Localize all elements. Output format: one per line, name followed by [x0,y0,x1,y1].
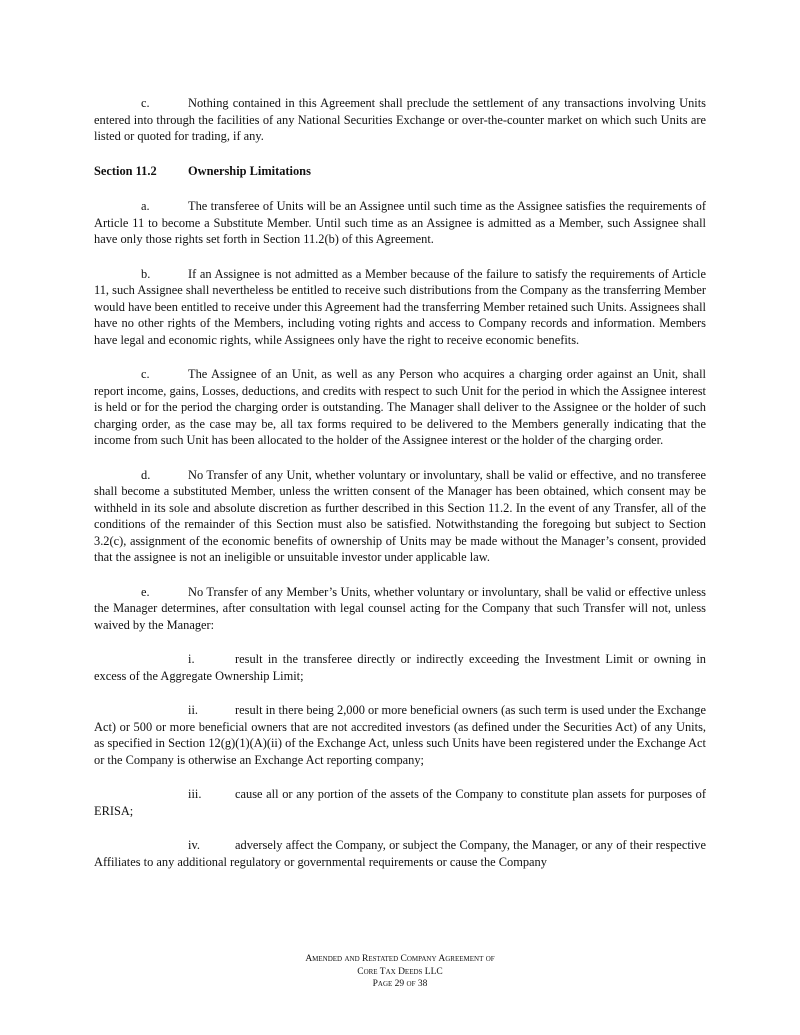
paragraph-text: If an Assignee is not admitted as a Member because of the failure to satisfy the requirements of Article 11, such Assignee shall nevertheless be entitled to receive such distributions from the Company as the transferring Member would have been entitled to receive under this Agreement had the transferring Member retained such Units. Assignees shall have no other rights of the Members, including voting rights and access to Company records and information. Members have legal and economic rights, while Assignees only have the right to receive economic benefits. [94,266,706,347]
subparagraph-i [94,651,706,684]
paragraph-a [94,198,706,248]
paragraph-d [94,467,706,566]
paragraph-marker: e. [141,584,150,599]
section-heading [94,163,706,180]
paragraph-marker: c. [141,96,150,110]
footer-company-name: Core Tax Deeds LLC [357,966,443,977]
page-footer [0,953,800,991]
section-title: Ownership Limitations [188,163,311,178]
subparagraph-marker: ii. [188,703,198,717]
paragraph-text: The Assignee of an Unit, as well as any Person who acquires a charging order against an Unit, shall report income, gains, Losses, deductions, and credits with respect to such Unit for the period in which the Assignee interest is held or for the period the charging order is outstanding. The Manager shall deliver to the Assignee or the holder of such charging order, as the case may be, all tax forms required to be delivered to the Members generally indicating that the income from such Unit has been allocated to the holder of the Assignee interest or the holder of the charging order. [94,367,706,447]
paragraph-text: Nothing contained in this Agreement shall preclude the settlement of any transactions involving Units entered into through the facilities of any National Securities Exchange or over-the-counter market on which such Units are listed or quoted for trading, if any. [94,96,706,143]
paragraph-marker: b. [141,266,151,281]
footer-agreement-title: Amended and Restated Company Agreement of [305,954,495,964]
subparagraph-text: adversely affect the Company, or subject the Company, the Manager, or any of their respective Affiliates to any additional regulatory or governmental requirements or cause the Company [94,838,706,869]
document-body [94,95,706,888]
section-number: Section 11.2 [94,163,157,178]
paragraph-marker: a. [141,199,150,213]
subparagraph-iii [94,786,706,819]
subparagraph-ii [94,702,706,768]
paragraph-marker: c. [141,367,150,381]
paragraph-marker: d. [141,467,151,482]
footer-page-number: Page 29 of 38 [372,979,428,989]
subparagraph-text: result in there being 2,000 or more beneficial owners (as such term is used under the Exchange Act) or 500 or more beneficial owners that are not accredited investors (as defined under the Securities Act) of any Units, as specified in Section 12(g)(1)(A)(ii) of the Exchange Act, unless such Units have been registered under the Exchange Act or the Company is otherwise an Exchange Act reporting company; [94,703,706,767]
subparagraph-text: result in the transferee directly or indirectly exceeding the Investment Limit or owning in excess of the Aggregate Ownership Limit; [94,652,706,683]
paragraph-c [94,366,706,449]
subparagraph-marker: i. [188,652,195,666]
paragraph-text: The transferee of Units will be an Assignee until such time as the Assignee satisfies the requirements of Article 11 to become a Substitute Member. Until such time as an Assignee is admitted as a Member, such Assignee shall have only those rights set forth in Section 11.2(b) of this Agreement. [94,199,706,246]
paragraph-b [94,266,706,349]
paragraph-c-settlement [94,95,706,145]
subparagraph-marker: iv. [188,838,200,852]
subparagraph-marker: iii. [188,787,202,801]
subparagraph-iv [94,837,706,870]
paragraph-e [94,584,706,634]
paragraph-text: No Transfer of any Unit, whether voluntary or involuntary, shall be valid or effective, and no transferee shall become a substituted Member, unless the written consent of the Manager has been obtained, which consent may be withheld in its sole and absolute discretion as further described in this Section 11.2. In the event of any Transfer, all of the conditions of the remainder of this Section must also be satisfied. Notwithstanding the foregoing but subject to Section 3.2(c), assignment of the economic benefits of ownership of Units may be made without the Manager’s consent, provided that the assignee is not an ineligible or unsuitable investor under applicable law. [94,467,706,564]
subparagraph-text: cause all or any portion of the assets of the Company to constitute plan assets for purposes of ERISA; [94,787,706,818]
paragraph-text: No Transfer of any Member’s Units, whether voluntary or involuntary, shall be valid or effective unless the Manager determines, after consultation with legal counsel acting for the Company that such Transfer will not, unless waived by the Manager: [94,584,706,632]
